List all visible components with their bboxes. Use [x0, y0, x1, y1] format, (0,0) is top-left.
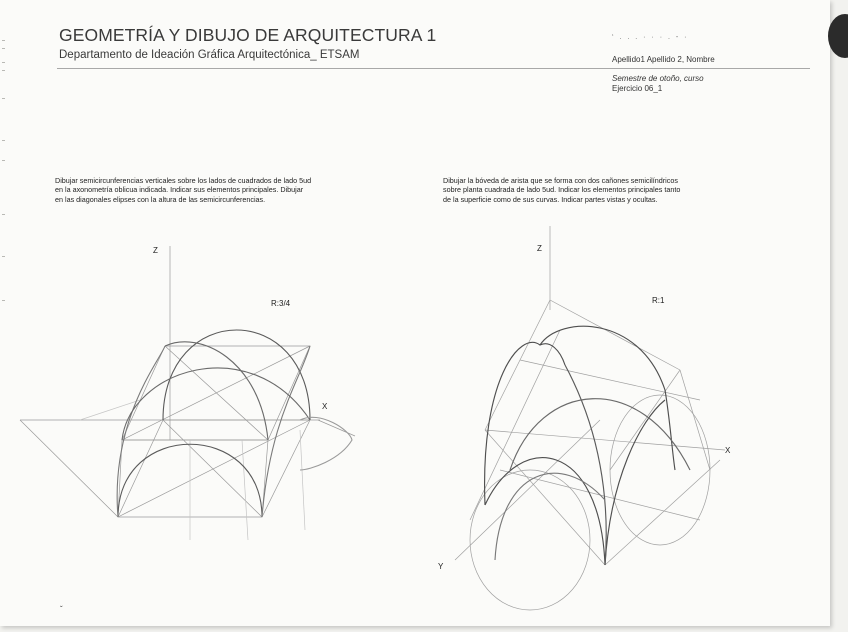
department-name: Departamento de Ideación Gráfica Arquitectónica_ ETSAM: [59, 49, 360, 61]
student-name-line: Apellido1 Apellido 2, Nombre: [612, 55, 715, 64]
pencil-mark: ˇ: [60, 605, 63, 614]
left-scale-label: R:3/4: [271, 299, 291, 308]
left-instruction-line: Dibujar semicircunferencias verticales sobre los lados de cuadrados de lado 5ud: [55, 176, 312, 185]
left-instruction-line: en las diagonales elipses con la altura de las semicircunferencias.: [55, 194, 266, 204]
right-axis-y-label: Y: [438, 562, 444, 571]
left-axis-z-label: Z: [153, 246, 158, 255]
dark-shadow-blob: [828, 14, 848, 58]
page-title: GEOMETRÍA Y DIBUJO DE ARQUITECTURA 1: [59, 25, 437, 45]
exercise-number: Ejercicio 06_1: [612, 84, 663, 93]
right-instruction-line: Dibujar la bóveda de arista que se forma con dos cañones semicilíndricos: [443, 176, 678, 185]
right-instruction-line: sobre planta cuadrada de lado 5ud. Indicar los elementos principales tanto: [443, 185, 681, 195]
redacted-scribble: ‘ . . . · · · . - ·: [612, 34, 689, 41]
left-axis-x-label: X: [322, 402, 328, 411]
right-scale-label: R:1: [652, 296, 665, 305]
left-instruction-line: en la axonometría oblicua indicada. Indicar sus elementos principales. Dibujar: [55, 185, 304, 195]
right-vault-curves: [485, 326, 690, 565]
right-instruction-line: de la superficie como de sus curvas. Indicar partes vistas y ocultas.: [443, 194, 658, 204]
semester-line: Semestre de otoño, curso: [612, 74, 704, 83]
right-axis-z-label: Z: [537, 244, 542, 253]
left-axonometric-drawing: [20, 246, 355, 540]
right-axis-x-label: X: [725, 446, 731, 455]
left-semicircles: [117, 330, 352, 517]
